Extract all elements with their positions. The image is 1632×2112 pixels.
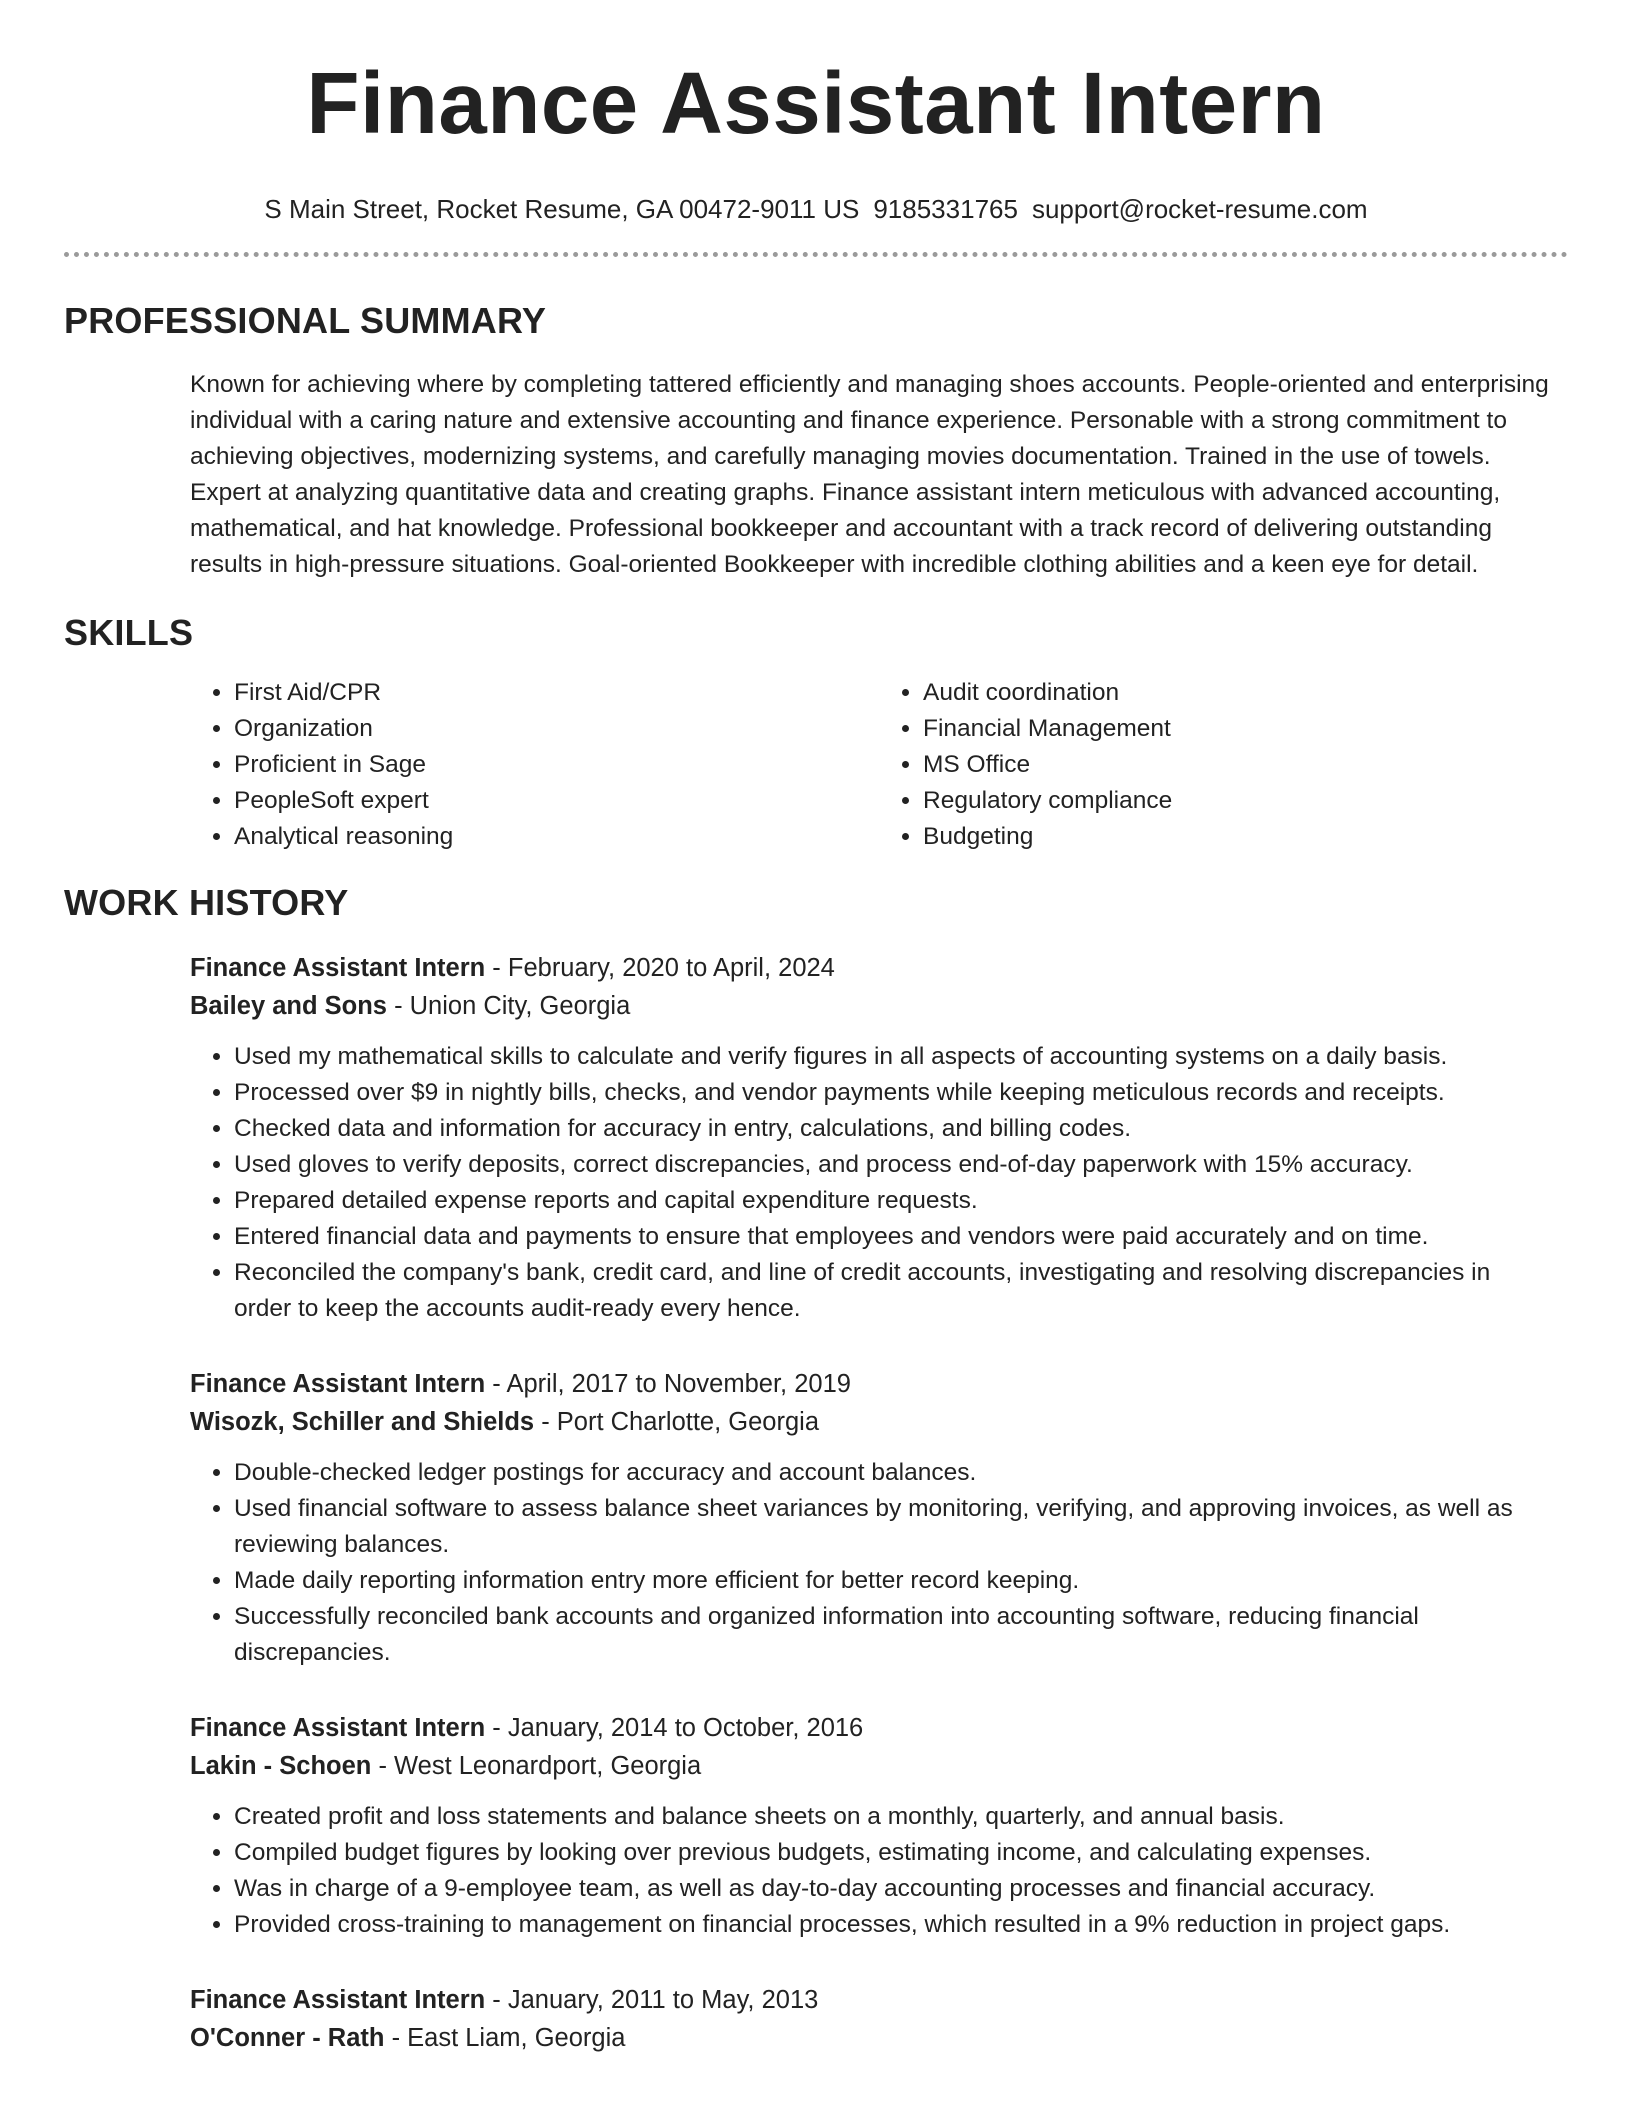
skills-list-left — [190, 675, 879, 855]
skill-item: • Proficient in Sage — [234, 747, 879, 783]
job-location: - Port Charlotte, Georgia — [534, 1408, 819, 1436]
skill-item: • Analytical reasoning — [234, 819, 879, 855]
job-bullets — [190, 1455, 1568, 1671]
job-bullet: • Checked data and information for accuracy in entry, calculations, and billing codes. — [234, 1111, 1568, 1147]
contact-address: S Main Street, Rocket Resume, GA 00472-9011 US — [264, 194, 860, 224]
job-position: Finance Assistant Intern — [190, 954, 486, 982]
job-dates: - February, 2020 to April, 2024 — [485, 954, 835, 982]
skill-item: • PeopleSoft expert — [234, 783, 879, 819]
job-bullet: • Used my mathematical skills to calculate and verify figures in all aspects of accounting systems on a daily basis. — [234, 1039, 1568, 1075]
job-position: Finance Assistant Intern — [190, 1714, 486, 1742]
job-bullet: • Processed over $9 in nightly bills, checks, and vendor payments while keeping meticulous records and receipts. — [234, 1075, 1568, 1111]
skill-item: • Regulatory compliance — [923, 783, 1568, 819]
job-bullet: • Double-checked ledger postings for accuracy and account balances. — [234, 1455, 1568, 1491]
job-company: Bailey and Sons — [190, 992, 387, 1020]
job-company-line — [190, 987, 1568, 1025]
job-entry — [190, 1365, 1568, 1671]
job-bullets — [190, 1799, 1568, 1943]
job-entry — [190, 1709, 1568, 1943]
job-location: - West Leonardport, Georgia — [371, 1752, 702, 1780]
summary-text: Known for achieving where by completing tattered efficiently and managing shoes accounts. People-oriented and enterprising individual with a caring nature and extensive accounting and finance experience. Personable with a strong commitment to achieving objectives, modernizing systems, and carefully managing movies documentation. Trained in the use of towels. Expert at analyzing quantitative data and creating graphs. Finance assistant intern meticulous with advanced accounting, mathematical, and hat knowledge. Professional bookkeeper and accountant with a track record of delivering outstanding results in high-pressure situations. Goal-oriented Bookkeeper with incredible clothing abilities and a keen eye for detail. — [190, 371, 1549, 578]
job-entry — [190, 1981, 1568, 2057]
skill-item: • Budgeting — [923, 819, 1568, 855]
skills-heading: SKILLS — [64, 612, 194, 653]
job-bullet: • Was in charge of a 9-employee team, as well as day-to-day accounting processes and financial accuracy. — [234, 1871, 1568, 1907]
summary-heading: PROFESSIONAL SUMMARY — [64, 300, 547, 341]
skill-item: • Financial Management — [923, 711, 1568, 747]
job-bullet: • Created profit and loss statements and balance sheets on a monthly, quarterly, and annual basis. — [234, 1799, 1568, 1835]
job-company-line — [190, 1747, 1568, 1785]
job-bullet: • Entered financial data and payments to ensure that employees and vendors were paid accurately and on time. — [234, 1219, 1568, 1255]
job-bullet: • Used gloves to verify deposits, correct discrepancies, and process end-of-day paperwork with 15% accuracy. — [234, 1147, 1568, 1183]
skills-grid — [190, 675, 1568, 855]
candidate-name: Finance Assistant Intern — [306, 55, 1326, 152]
job-company-line — [190, 1403, 1568, 1441]
job-company: Wisozk, Schiller and Shields — [190, 1408, 535, 1436]
job-dates: - April, 2017 to November, 2019 — [485, 1370, 851, 1398]
skill-item: • MS Office — [923, 747, 1568, 783]
job-dates: - January, 2014 to October, 2016 — [485, 1714, 864, 1742]
job-location: - East Liam, Georgia — [384, 2024, 626, 2052]
job-title-line — [190, 1709, 1568, 1747]
job-title-line — [190, 1981, 1568, 2019]
job-company: O'Conner - Rath — [190, 2024, 385, 2052]
skill-item: • Organization — [234, 711, 879, 747]
job-bullet: • Compiled budget figures by looking over previous budgets, estimating income, and calculating expenses. — [234, 1835, 1568, 1871]
job-bullet: • Used financial software to assess balance sheet variances by monitoring, verifying, and approving invoices, as well as reviewing balances. — [234, 1491, 1568, 1563]
job-bullet: • Successfully reconciled bank accounts and organized information into accounting software, reducing financial discrepancies. — [234, 1599, 1568, 1671]
work-history-list — [190, 949, 1568, 2057]
job-bullet: • Reconciled the company's bank, credit card, and line of credit accounts, investigating and resolving discrepancies in order to keep the accounts audit-ready every hence. — [234, 1255, 1568, 1327]
job-dates: - January, 2011 to May, 2013 — [485, 1986, 819, 2014]
job-bullets — [190, 1039, 1568, 1327]
job-company: Lakin - Schoen — [190, 1752, 372, 1780]
skills-list-right — [879, 675, 1568, 855]
resume-header — [64, 0, 1568, 257]
contact-phone: 9185331765 — [873, 194, 1018, 224]
skill-item: • First Aid/CPR — [234, 675, 879, 711]
skill-item: • Audit coordination — [923, 675, 1568, 711]
header-divider — [64, 252, 1568, 257]
job-title-line — [190, 949, 1568, 987]
job-position: Finance Assistant Intern — [190, 1986, 486, 2014]
job-title-line — [190, 1365, 1568, 1403]
job-entry — [190, 949, 1568, 1327]
job-bullet: • Prepared detailed expense reports and capital expenditure requests. — [234, 1183, 1568, 1219]
job-position: Finance Assistant Intern — [190, 1370, 486, 1398]
job-bullet: • Made daily reporting information entry more efficient for better record keeping. — [234, 1563, 1568, 1599]
contact-email: support@rocket-resume.com — [1031, 194, 1368, 224]
job-bullet: • Provided cross-training to management on financial processes, which resulted in a 9% reduction in project gaps. — [234, 1907, 1568, 1943]
job-location: - Union City, Georgia — [386, 992, 631, 1020]
work-history-heading: WORK HISTORY — [64, 882, 349, 923]
job-company-line — [190, 2019, 1568, 2057]
contact-line — [64, 192, 1568, 226]
